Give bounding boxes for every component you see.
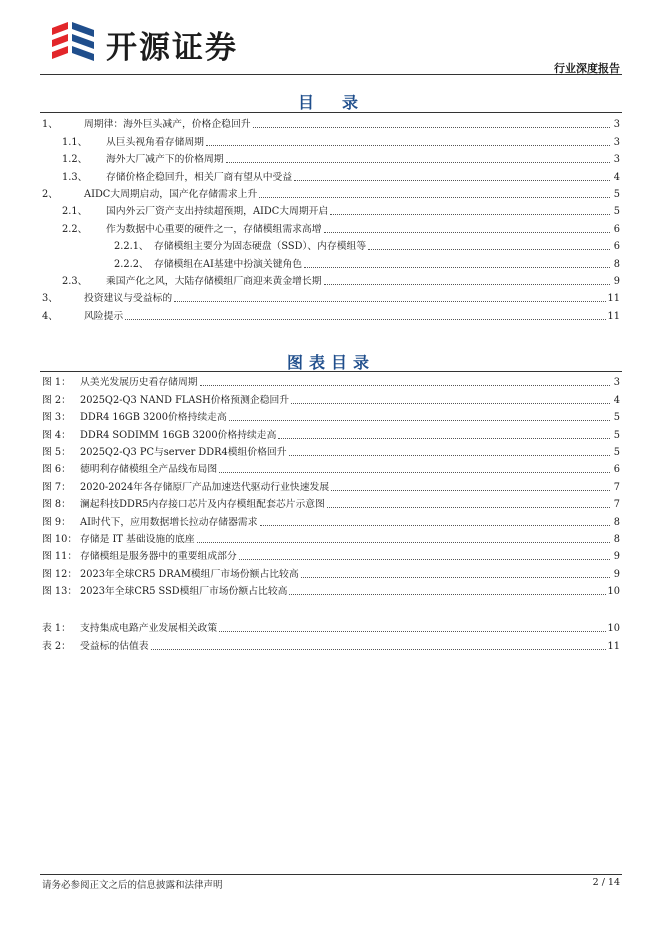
toc-entry-page: 5 xyxy=(613,188,620,200)
figure-entry[interactable] xyxy=(40,581,620,598)
figure-entry-title: 2025Q2-Q3 PC与server DDR4模组价格回升 xyxy=(80,446,287,458)
figure-entry-number: 图 11： xyxy=(42,551,78,563)
figure-entry-number: 图 1： xyxy=(42,377,71,389)
toc-entry-title: 风险提示 xyxy=(84,310,124,322)
toc-entry-number: 1.3、 xyxy=(62,171,88,183)
figure-entry-title: 澜起科技DDR5内存接口芯片及内存模组配套芯片示意图 xyxy=(80,499,325,511)
table-entry[interactable] xyxy=(40,618,620,635)
toc-entry[interactable] xyxy=(40,201,620,218)
dot-leader xyxy=(197,541,610,543)
footer-disclaimer: 请务必参阅正文之后的信息披露和法律声明 xyxy=(42,880,223,891)
figure-entry[interactable] xyxy=(40,529,620,546)
figure-entry-page: 7 xyxy=(613,499,620,511)
toc-entry[interactable] xyxy=(40,184,620,201)
dot-leader xyxy=(278,437,610,439)
figure-entry-number: 图 7： xyxy=(42,481,71,493)
toc-entry-title: 乘国产化之风，大陆存储模组厂商迎来黄金增长期 xyxy=(106,275,322,287)
toc-entry[interactable] xyxy=(40,305,620,322)
figure-entry[interactable] xyxy=(40,389,620,406)
figure-entry-page: 6 xyxy=(613,464,620,476)
dot-leader xyxy=(219,471,610,473)
toc-list xyxy=(40,114,620,323)
toc-entry-number: 1.2、 xyxy=(62,154,88,166)
toc-entry-page: 3 xyxy=(613,154,620,166)
table-entry-number: 表 1： xyxy=(42,623,71,635)
dot-leader xyxy=(253,126,610,128)
dot-leader xyxy=(151,648,606,650)
dot-leader xyxy=(301,576,610,578)
footer-divider xyxy=(40,874,622,875)
figure-entry-page: 5 xyxy=(613,446,620,458)
table-entry-title: 支持集成电路产业发展相关政策 xyxy=(80,623,218,635)
figure-entry-page: 4 xyxy=(613,394,620,406)
logo-text: 开源证券 xyxy=(106,30,238,66)
figure-entry-number: 图 13： xyxy=(42,586,78,598)
figure-entry[interactable] xyxy=(40,476,620,493)
figure-entry-title: 存储是 IT 基础设施的底座 xyxy=(80,533,195,545)
dot-leader xyxy=(330,213,610,215)
logo-mark-icon xyxy=(50,20,96,64)
table-entry-page: 11 xyxy=(607,640,620,652)
toc-entry-number: 2.2、 xyxy=(62,223,88,235)
toc-entry-number: 1.1、 xyxy=(62,136,88,148)
figure-entry-number: 图 3： xyxy=(42,412,71,424)
toc-entry-number: 2.1、 xyxy=(62,206,88,218)
toc-title-divider xyxy=(40,112,622,113)
dot-leader xyxy=(259,196,610,198)
dot-leader xyxy=(174,300,605,302)
table-entry[interactable] xyxy=(40,635,620,652)
dot-leader xyxy=(304,266,610,268)
toc-entry[interactable] xyxy=(40,114,620,131)
dot-leader xyxy=(331,489,610,491)
dot-leader xyxy=(260,524,611,526)
tables-list xyxy=(40,618,620,653)
figure-entry[interactable] xyxy=(40,494,620,511)
toc-entry-title: 作为数据中心重要的硬件之一，存储模组需求高增 xyxy=(106,223,322,235)
toc-entry[interactable] xyxy=(40,149,620,166)
dot-leader xyxy=(368,248,610,250)
toc-entry-number: 1、 xyxy=(42,119,59,131)
toc-entry-page: 4 xyxy=(613,171,620,183)
figure-entry-title: 从美光发展历史看存储周期 xyxy=(80,377,198,389)
figure-entry-number: 图 2： xyxy=(42,394,71,406)
dot-leader xyxy=(219,630,605,632)
dot-leader xyxy=(291,402,610,404)
toc-entry[interactable] xyxy=(40,288,620,305)
toc-entry-number: 2.2.1、 xyxy=(114,241,149,253)
figure-entry-number: 图 5： xyxy=(42,446,71,458)
toc-title: 目 录 xyxy=(297,93,364,112)
figures-list xyxy=(40,372,620,598)
dot-leader xyxy=(226,161,610,163)
toc-entry-number: 3、 xyxy=(42,293,59,305)
figure-entry-page: 10 xyxy=(607,586,620,598)
figure-entry[interactable] xyxy=(40,511,620,528)
figure-entry[interactable] xyxy=(40,563,620,580)
toc-entry[interactable] xyxy=(40,253,620,270)
dot-leader xyxy=(289,454,610,456)
figure-entry-title: 2025Q2-Q3 NAND FLASH价格预测企稳回升 xyxy=(80,394,290,406)
figure-entry-page: 9 xyxy=(613,551,620,563)
table-entry-number: 表 2： xyxy=(42,640,71,652)
toc-entry[interactable] xyxy=(40,271,620,288)
toc-entry-number: 4、 xyxy=(42,310,59,322)
toc-entry-page: 9 xyxy=(613,275,620,287)
figure-entry-number: 图 9： xyxy=(42,516,71,528)
figure-entry-title: DDR4 SODIMM 16GB 3200价格持续走高 xyxy=(80,429,277,441)
figure-entry-number: 图 8： xyxy=(42,499,71,511)
figure-entry[interactable] xyxy=(40,442,620,459)
figure-entry-title: AI时代下，应用数据增长拉动存储器需求 xyxy=(80,516,258,528)
toc-entry-title: 投资建议与受益标的 xyxy=(84,293,173,305)
figure-entry-page: 3 xyxy=(613,377,620,389)
toc-entry-page: 6 xyxy=(613,241,620,253)
figure-entry-title: 德明利存储模组全产品线布局图 xyxy=(80,464,218,476)
toc-entry-title: 周期律：海外巨头减产，价格企稳回升 xyxy=(84,119,251,131)
toc-entry-title: 从巨头视角看存储周期 xyxy=(106,136,204,148)
figure-entry[interactable] xyxy=(40,459,620,476)
toc-entry-title: 存储价格企稳回升，相关厂商有望从中受益 xyxy=(106,171,293,183)
toc-entry-number: 2.3、 xyxy=(62,275,88,287)
toc-entry[interactable] xyxy=(40,236,620,253)
dot-leader xyxy=(294,179,610,181)
figure-entry-title: 2023年全球CR5 DRAM模组厂市场份额占比较高 xyxy=(80,568,299,580)
dot-leader xyxy=(125,318,605,320)
toc-entry-page: 5 xyxy=(613,206,620,218)
toc-entry-number: 2.2.2、 xyxy=(114,258,149,270)
toc-entry-title: 存储模组在AI基建中扮演关键角色 xyxy=(154,258,303,270)
figure-entry-number: 图 12： xyxy=(42,568,78,580)
figure-entry-page: 8 xyxy=(613,533,620,545)
figure-entry-number: 图 4： xyxy=(42,429,71,441)
figure-entry-title: DDR4 16GB 3200价格持续走高 xyxy=(80,412,227,424)
header-divider xyxy=(40,74,622,75)
figure-entry-page: 5 xyxy=(613,429,620,441)
figure-entry[interactable] xyxy=(40,372,620,389)
toc-entry-page: 11 xyxy=(607,293,620,305)
toc-entry-page: 11 xyxy=(607,310,620,322)
toc-entry[interactable] xyxy=(40,218,620,235)
toc-entry-page: 3 xyxy=(613,136,620,148)
figures-title: 图表目录 xyxy=(286,353,375,372)
toc-entry-title: 海外大厂减产下的价格周期 xyxy=(106,154,224,166)
table-entry-title: 受益标的估值表 xyxy=(80,640,149,652)
figure-entry-number: 图 6： xyxy=(42,464,71,476)
toc-entry-page: 3 xyxy=(613,119,620,131)
dot-leader xyxy=(324,231,610,233)
toc-entry-number: 2、 xyxy=(42,188,59,200)
figure-entry-title: 存储模组是服务器中的重要组成部分 xyxy=(80,551,237,563)
dot-leader xyxy=(289,593,605,595)
figure-entry[interactable] xyxy=(40,407,620,424)
toc-entry[interactable] xyxy=(40,166,620,183)
figure-entry-title: 2023年全球CR5 SSD模组厂市场份额占比较高 xyxy=(80,586,288,598)
figure-entry-page: 9 xyxy=(613,568,620,580)
toc-entry[interactable] xyxy=(40,131,620,148)
figure-entry-title: 2020-2024年各存储原厂产品加速迭代驱动行业快速发展 xyxy=(80,481,330,493)
figure-entry[interactable] xyxy=(40,424,620,441)
report-type-label: 行业深度报告 xyxy=(554,62,620,75)
company-logo xyxy=(50,20,290,64)
dot-leader xyxy=(327,506,610,508)
figure-entry-page: 8 xyxy=(613,516,620,528)
toc-entry-title: 存储模组主要分为固态硬盘（SSD）、内存模组等 xyxy=(154,241,367,253)
dot-leader xyxy=(239,558,610,560)
figure-entry-number: 图 10： xyxy=(42,533,78,545)
figure-entry-page: 5 xyxy=(613,412,620,424)
figure-entry-page: 7 xyxy=(613,481,620,493)
dot-leader xyxy=(206,144,610,146)
dot-leader xyxy=(229,419,610,421)
toc-entry-title: AIDC大周期启动，国产化存储需求上升 xyxy=(84,188,258,200)
toc-entry-page: 8 xyxy=(613,258,620,270)
toc-entry-title: 国内外云厂资产支出持续超预期，AIDC大周期开启 xyxy=(106,206,329,218)
toc-entry-page: 6 xyxy=(613,223,620,235)
table-entry-page: 10 xyxy=(607,623,620,635)
dot-leader xyxy=(200,384,610,386)
page-number: 2 / 14 xyxy=(592,877,620,888)
figure-entry[interactable] xyxy=(40,546,620,563)
dot-leader xyxy=(324,283,610,285)
